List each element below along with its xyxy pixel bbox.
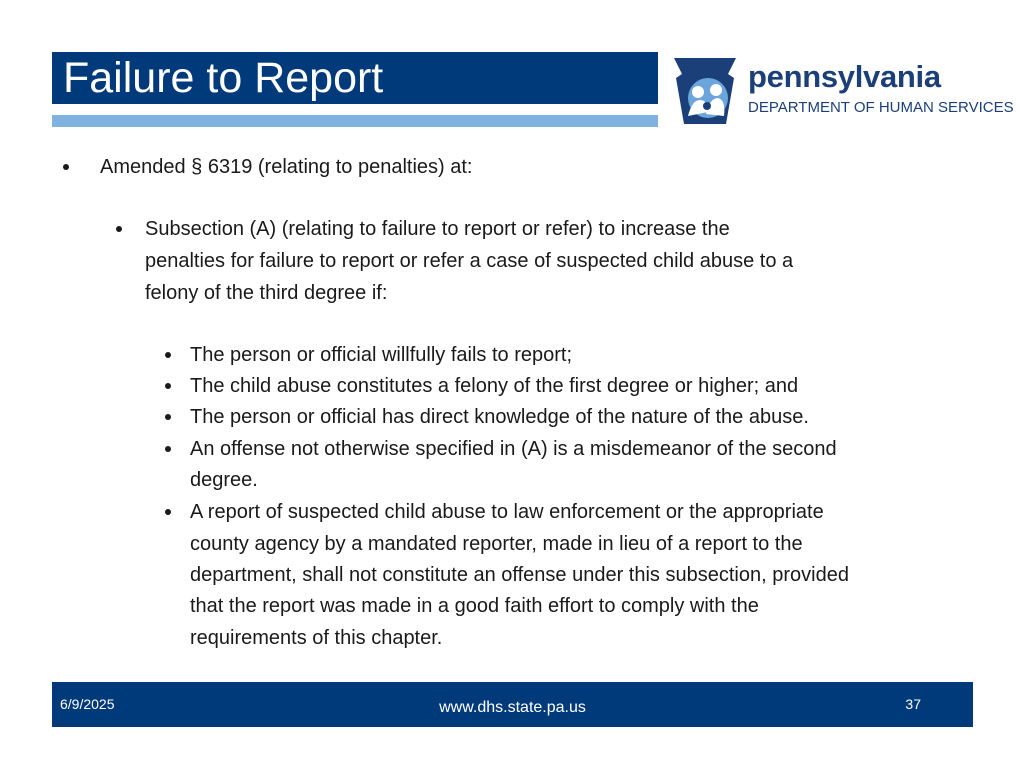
bullet-level3-line: department, shall not constitute an offense under this subsection, provided [190, 564, 849, 586]
bullet-level1 [63, 164, 69, 170]
bullet-level3 [165, 352, 171, 358]
bullet-level3-line: A report of suspected child abuse to law enforcement or the appropriate [190, 501, 824, 523]
bullet-level3-line: The child abuse constitutes a felony of the first degree or higher; and [190, 375, 799, 397]
bullet-level3 [165, 383, 171, 389]
bullet-level3-line: An offense not otherwise specified in (A) is a misdemeanor of the second [190, 438, 837, 460]
title-bar [52, 52, 658, 104]
bullet-level3-line: requirements of this chapter. [190, 627, 443, 649]
page-number: 37 [905, 696, 921, 712]
bullet-level3-line: degree. [190, 469, 258, 491]
bullet-level2-line: penalties for failure to report or refer a case of suspected child abuse to a [145, 250, 794, 272]
bullet-level3-line: The person or official has direct knowledge of the nature of the abuse. [190, 406, 809, 428]
logo-wordmark: pennsylvania [748, 59, 941, 94]
keystone-family-icon [668, 54, 742, 126]
bullet-level2 [116, 226, 122, 232]
bullet-level3-line: that the report was made in a good faith effort to comply with the [190, 595, 759, 617]
footer-url[interactable]: www.dhs.state.pa.us [439, 699, 586, 716]
bullet-level3-line: county agency by a mandated reporter, made in lieu of a report to the [190, 533, 803, 555]
bullet-level3-line: The person or official willfully fails to report; [190, 344, 573, 366]
page-title: Failure to Report [63, 54, 384, 102]
footer-date: 6/9/2025 [60, 696, 115, 712]
bullet-level3 [165, 446, 171, 452]
bullet-level3 [165, 414, 171, 420]
footer-bar [52, 682, 973, 727]
pa-dhs-logo [668, 54, 1014, 126]
logo-department: DEPARTMENT OF HUMAN SERVICES [748, 99, 1014, 116]
bullet-level3 [165, 509, 171, 515]
bullet-level2-line: Subsection (A) (relating to failure to report or refer) to increase the [145, 218, 730, 240]
bullet-level1-text: Amended § 6319 (relating to penalties) at: [100, 156, 473, 178]
title-accent-bar [52, 115, 658, 127]
bullet-level2-line: felony of the third degree if: [145, 282, 388, 304]
